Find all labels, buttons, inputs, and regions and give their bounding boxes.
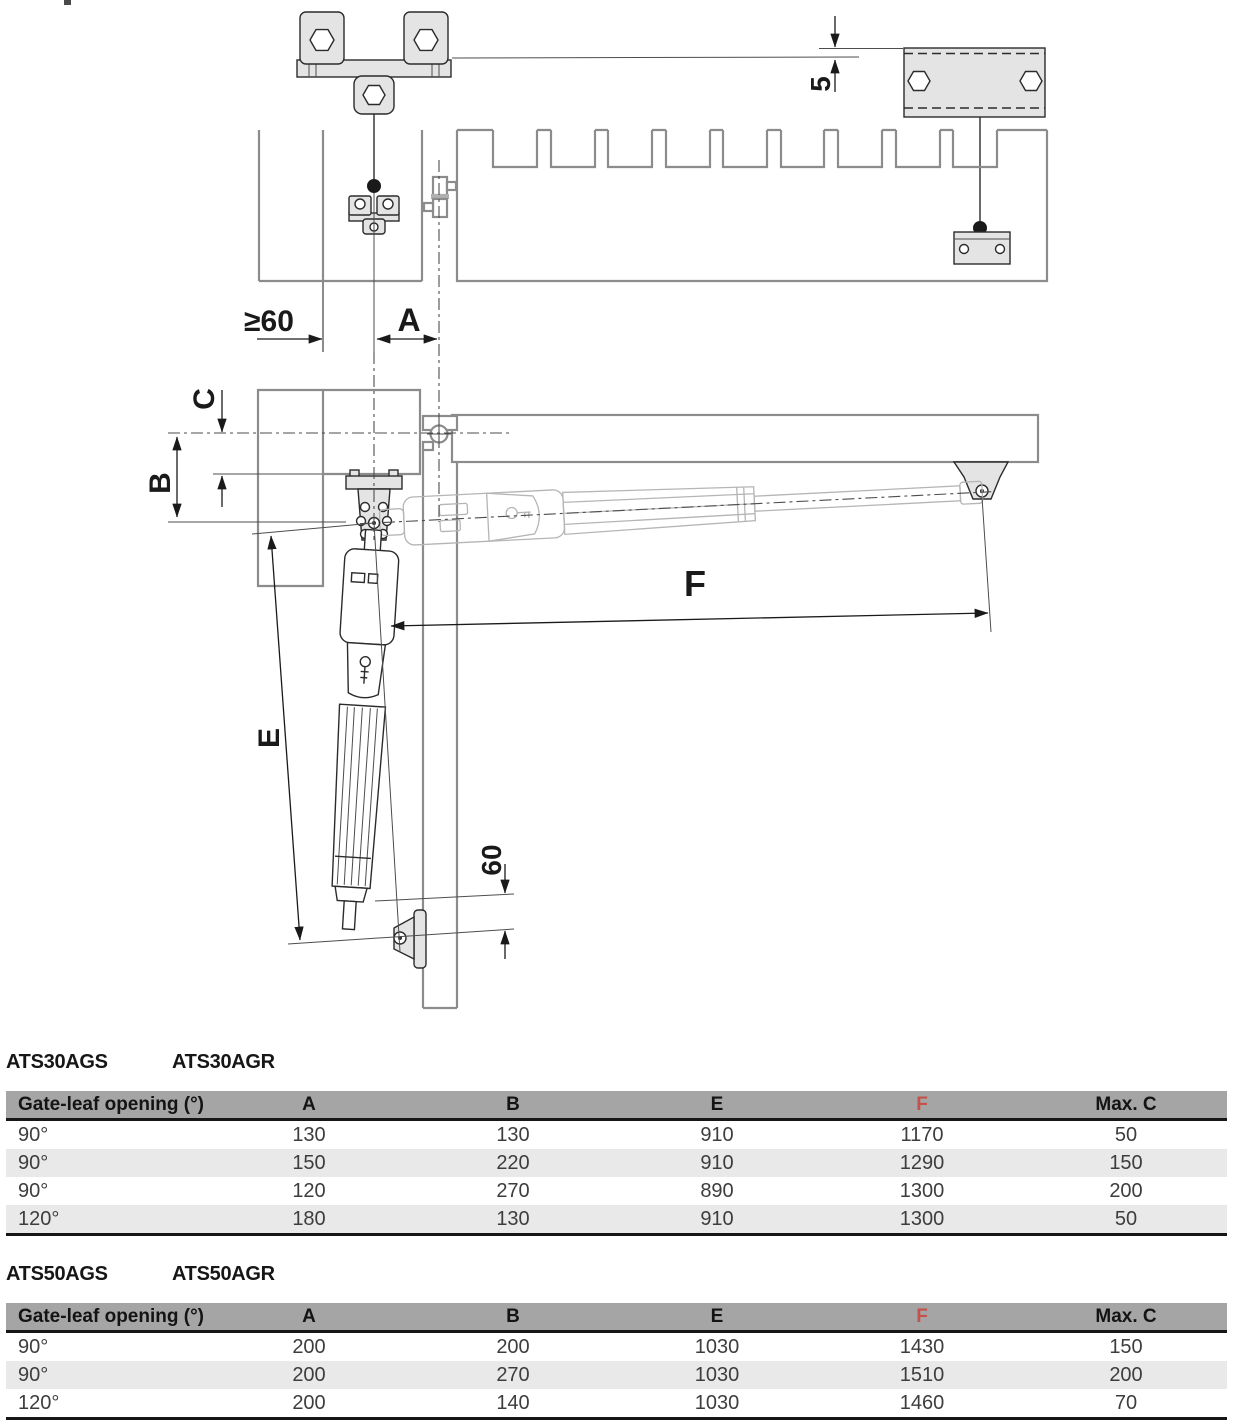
table-cell: 130 [496,1207,530,1230]
table-cell: 220 [496,1151,530,1174]
dimension-5 [452,16,903,92]
table-cell: 1030 [694,1363,740,1386]
table-cell: 120° [18,1207,60,1230]
dim-label-a: A [397,302,421,338]
table-row [6,1361,1227,1389]
table-row [6,1121,1227,1149]
table-cell: 200 [292,1391,326,1414]
gate-leaf-closed [452,415,1038,462]
table-cell: 120 [292,1179,326,1202]
table-cell: 120° [18,1391,60,1414]
dim-label-e: E [253,727,286,749]
column-header-f: F [916,1305,928,1327]
table-cell: 70 [1114,1391,1138,1414]
column-header-e: E [710,1093,724,1115]
table-cell: 130 [496,1123,530,1146]
column-header-a: A [302,1093,316,1115]
table-cell: 50 [1114,1123,1138,1146]
table2-title-ags: ATS50AGS [6,1263,108,1285]
table2-title-agr: ATS50AGR [172,1263,275,1285]
dim-label-b: B [144,472,177,494]
table-cell: 200 [496,1335,530,1358]
dim-e [253,536,300,940]
hinge-top-view [424,177,456,217]
table-row [6,1333,1227,1361]
table-cell: 270 [496,1179,530,1202]
table-cell: 1460 [899,1391,945,1414]
table-cell: 90° [18,1151,49,1174]
table-cell: 180 [292,1207,326,1230]
table-cell: 90° [18,1335,49,1358]
table-cell: 150 [292,1151,326,1174]
table-cell: 1290 [899,1151,945,1174]
table-row [6,1205,1227,1233]
table-header-row [6,1091,1227,1121]
table-row [6,1389,1227,1417]
dim-label-c: C [188,388,221,410]
dim-label-f: F [684,563,706,604]
dim-label-60: 60 [476,844,507,876]
ats30-dimension-table [6,1091,1227,1236]
dim-a [377,302,437,339]
table-cell: 910 [700,1151,734,1174]
column-header-b: B [506,1305,520,1327]
actuator-closed-ghost [379,468,984,546]
exploded-post-bracket [297,12,451,193]
table-cell: 1030 [694,1335,740,1358]
column-header-opening: Gate-leaf opening (°) [18,1093,204,1115]
table-cell: 200 [292,1335,326,1358]
exploded-gate-plate [904,48,1045,264]
table-cell: 200 [292,1363,326,1386]
column-header-e: E [710,1305,724,1327]
actuator-open [321,528,400,931]
actuator-closed-axis [360,492,991,524]
table-cell: 910 [700,1123,734,1146]
table-cell: 90° [18,1363,49,1386]
drop-point-marker [367,179,381,193]
column-header-max-c: Max. C [1095,1305,1157,1327]
table-cell: 140 [496,1391,530,1414]
page-artifact-mark [64,0,71,5]
table-header-row [6,1303,1227,1333]
table-row [6,1149,1227,1177]
table1-title-agr: ATS30AGR [172,1051,275,1073]
table-cell: 90° [18,1123,49,1146]
table-cell: 90° [18,1179,49,1202]
table-cell: 50 [1114,1207,1138,1230]
column-header-f: F [916,1093,928,1115]
table-cell: 1300 [899,1179,945,1202]
table-cell: 200 [1109,1179,1143,1202]
column-header-b: B [506,1093,520,1115]
ats50-dimension-table [6,1303,1227,1420]
dim-60 [476,844,507,959]
table-row [6,1177,1227,1205]
table-cell: 150 [1109,1151,1143,1174]
dim-min-gap [244,281,323,352]
column-header-max-c: Max. C [1095,1093,1157,1115]
dim-b [144,437,177,517]
table-cell: 1170 [900,1123,944,1146]
table-cell: 910 [700,1207,734,1230]
table1-title-ags: ATS30AGS [6,1051,108,1073]
table-cell: 200 [1109,1363,1143,1386]
dim-f [391,563,988,626]
table-cell: 270 [496,1363,530,1386]
table-cell: 890 [700,1179,734,1202]
dim-label-min-gap: ≥60 [244,305,294,338]
table-cell: 130 [292,1123,326,1146]
dim-c [188,388,222,507]
table-cell: 150 [1109,1335,1143,1358]
gate-leaf-open [423,450,457,1008]
table-cell: 1300 [899,1207,945,1230]
column-header-opening: Gate-leaf opening (°) [18,1305,204,1327]
table-cell: 1430 [899,1335,945,1358]
table-cell: 1030 [694,1391,740,1414]
table-cell: 1510 [899,1363,945,1386]
column-header-a: A [302,1305,316,1327]
dim-label-5: 5 [805,76,836,92]
